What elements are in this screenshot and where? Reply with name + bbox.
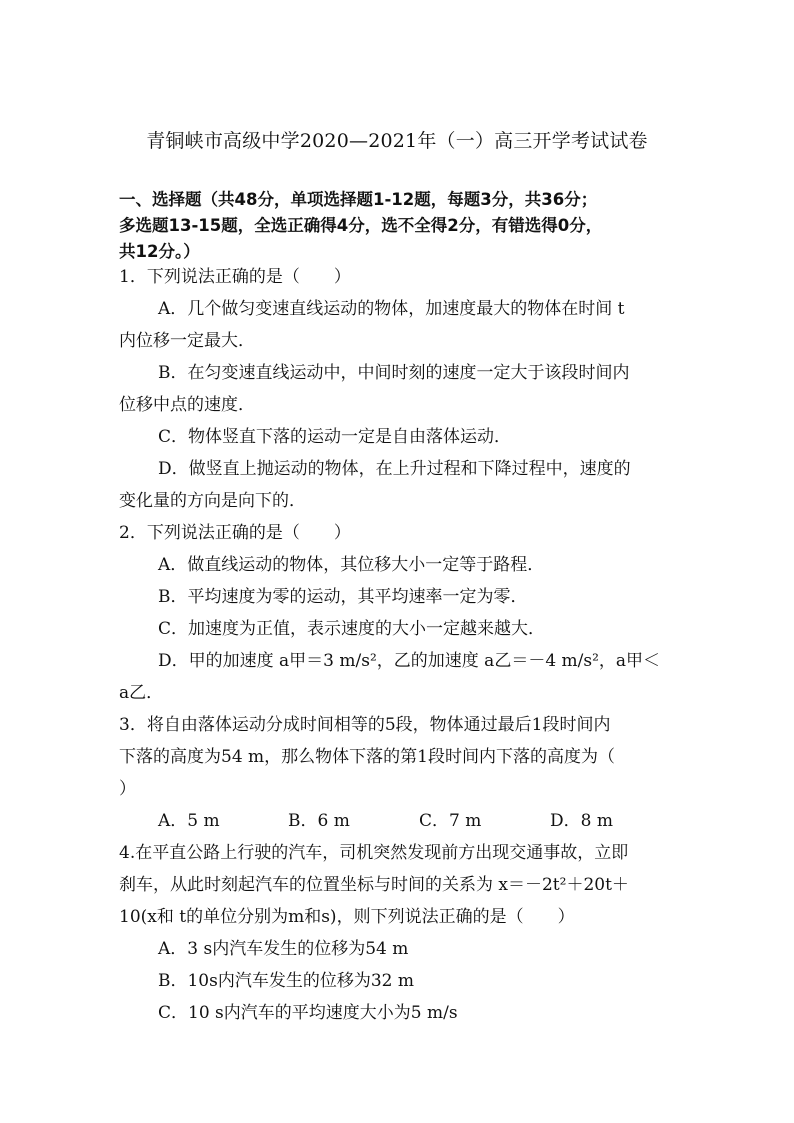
q3-option-d: D．8 m <box>550 811 613 831</box>
q3-option-b: B．6 m <box>288 811 350 831</box>
q4-stem-line-2: 刹车，从此时刻起汽车的位置坐标与时间的关系为 x＝－2t²＋20t＋ <box>119 875 629 895</box>
q4-stem-line-3: 10(x和 t的单位分别为m和s)，则下列说法正确的是（ ） <box>119 907 575 927</box>
exam-title: 青铜峡市高级中学2020—2021年（一）高三开学考试试卷 <box>146 130 648 152</box>
q3-option-c: C．7 m <box>419 811 482 831</box>
q1-option-c: C．物体竖直下落的运动一定是自由落体运动． <box>158 427 512 447</box>
q1-option-d-line-1: D．做竖直上抛运动的物体，在上升过程和下降过程中，速度的 <box>158 459 631 479</box>
q2-option-d-line-2: a乙． <box>119 683 164 703</box>
q3-stem-line-1: 3．将自由落体运动分成时间相等的5段，物体通过最后1段时间内 <box>119 715 611 735</box>
q2-stem: 2．下列说法正确的是（ ） <box>119 523 351 543</box>
q4-stem-line-1: 4.在平直公路上行驶的汽车，司机突然发现前方出现交通事故，立即 <box>119 843 629 863</box>
q4-option-b: B．10s内汽车发生的位移为32 m <box>158 971 415 991</box>
section-heading-line-1: 一、选择题（共48分，单项选择题1-12题，每题3分，共36分； <box>119 190 598 209</box>
q1-stem: 1．下列说法正确的是（ ） <box>119 267 351 287</box>
q2-option-d-line-1: D．甲的加速度 a甲＝3 m/s²，乙的加速度 a乙＝－4 m/s²，a甲＜ <box>158 651 661 671</box>
q3-stem-line-3: ） <box>119 779 136 799</box>
q4-option-a: A．3 s内汽车发生的位移为54 m <box>158 939 409 959</box>
section-heading-line-2: 多选题13-15题，全选正确得4分，选不全得2分，有错选得0分， <box>119 216 603 235</box>
q3-stem-line-2: 下落的高度为54 m，那么物体下落的第1段时间内下落的高度为（ <box>119 747 615 767</box>
q2-option-b: B．平均速度为零的运动，其平均速率一定为零． <box>158 587 528 607</box>
q1-option-a-line-1: A．几个做匀变速直线运动的物体，加速度最大的物体在时间 t <box>158 299 625 319</box>
q1-option-b-line-1: B．在匀变速直线运动中，中间时刻的速度一定大于该段时间内 <box>158 363 630 383</box>
q2-option-c: C．加速度为正值，表示速度的大小一定越来越大． <box>158 619 546 639</box>
section-heading-line-3: 共12分。） <box>119 242 200 261</box>
q1-option-a-line-2: 内位移一定最大． <box>119 331 255 351</box>
q2-option-a: A．做直线运动的物体，其位移大小一定等于路程． <box>158 555 545 575</box>
q3-option-a: A．5 m <box>158 811 220 831</box>
q1-option-d-line-2: 变化量的方向是向下的． <box>119 491 306 511</box>
q4-option-c: C．10 s内汽车的平均速度大小为5 m/s <box>158 1003 458 1023</box>
q1-option-b-line-2: 位移中点的速度． <box>119 395 255 415</box>
